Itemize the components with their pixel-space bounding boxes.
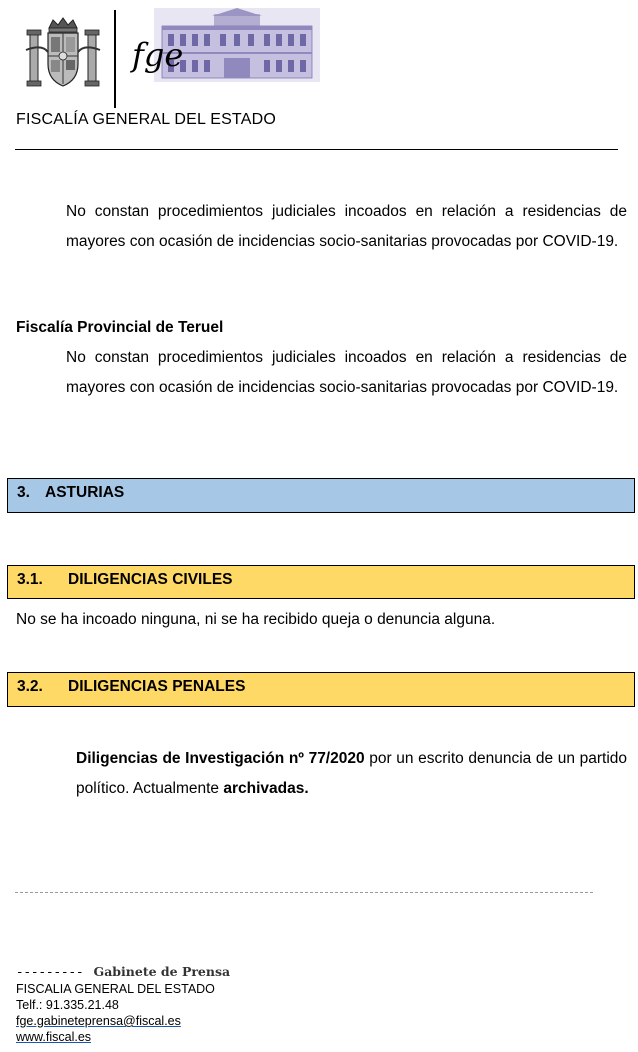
footer-dashes: --------- <box>16 966 84 980</box>
penales-status: archivadas. <box>223 779 309 797</box>
paragraph-2: No constan procedimientos judiciales incoados en relación a residencias de mayores con ocasión de incidencias socio-sanitarias provocadas por COVID-19. <box>66 349 627 396</box>
header-title: FISCALÍA GENERAL DEL ESTADO <box>16 111 276 128</box>
section-number: 3.2. <box>17 678 43 695</box>
section-label: DILIGENCIAS PENALES <box>68 678 246 695</box>
teruel-heading: Fiscalía Provincial de Teruel <box>16 319 224 336</box>
footer-department <box>16 964 230 981</box>
section-number: 3.1. <box>17 571 43 588</box>
section-label: ASTURIAS <box>45 484 125 501</box>
penales-middle: por un escrito denuncia de un partido político. Actualmente <box>76 750 627 797</box>
footer-organization: FISCALIA GENERAL DEL ESTADO <box>16 982 215 996</box>
section-label: DILIGENCIAS CIVILES <box>68 571 233 588</box>
civiles-text: No se ha incoado ninguna, ni se ha recibido queja o denuncia alguna. <box>16 611 496 628</box>
section-heading-asturias <box>7 478 635 513</box>
section-heading-penales <box>7 672 635 707</box>
coat-of-arms-icon <box>22 14 104 96</box>
footer-separator <box>15 892 593 893</box>
fge-logo-text: fge <box>132 36 184 74</box>
header-rule <box>15 149 618 150</box>
penales-paragraph <box>76 744 627 803</box>
footer-telephone: Telf.: 91.335.21.48 <box>16 998 119 1012</box>
footer-email-link[interactable]: fge.gabineteprensa@fiscal.es <box>16 1014 181 1028</box>
section-heading-civiles <box>7 565 635 599</box>
footer-department-name: Gabinete de Prensa <box>93 964 231 979</box>
penales-lead: Diligencias de Investigación nº 77/2020 <box>76 750 365 767</box>
footer-website-link[interactable]: www.fiscal.es <box>16 1030 92 1044</box>
paragraph-1: No constan procedimientos judiciales incoados en relación a residencias de mayores con ocasión de incidencias socio-sanitarias provocadas por COVID-19. <box>66 203 627 250</box>
logo-divider <box>114 10 116 108</box>
section-number: 3. <box>17 484 30 501</box>
